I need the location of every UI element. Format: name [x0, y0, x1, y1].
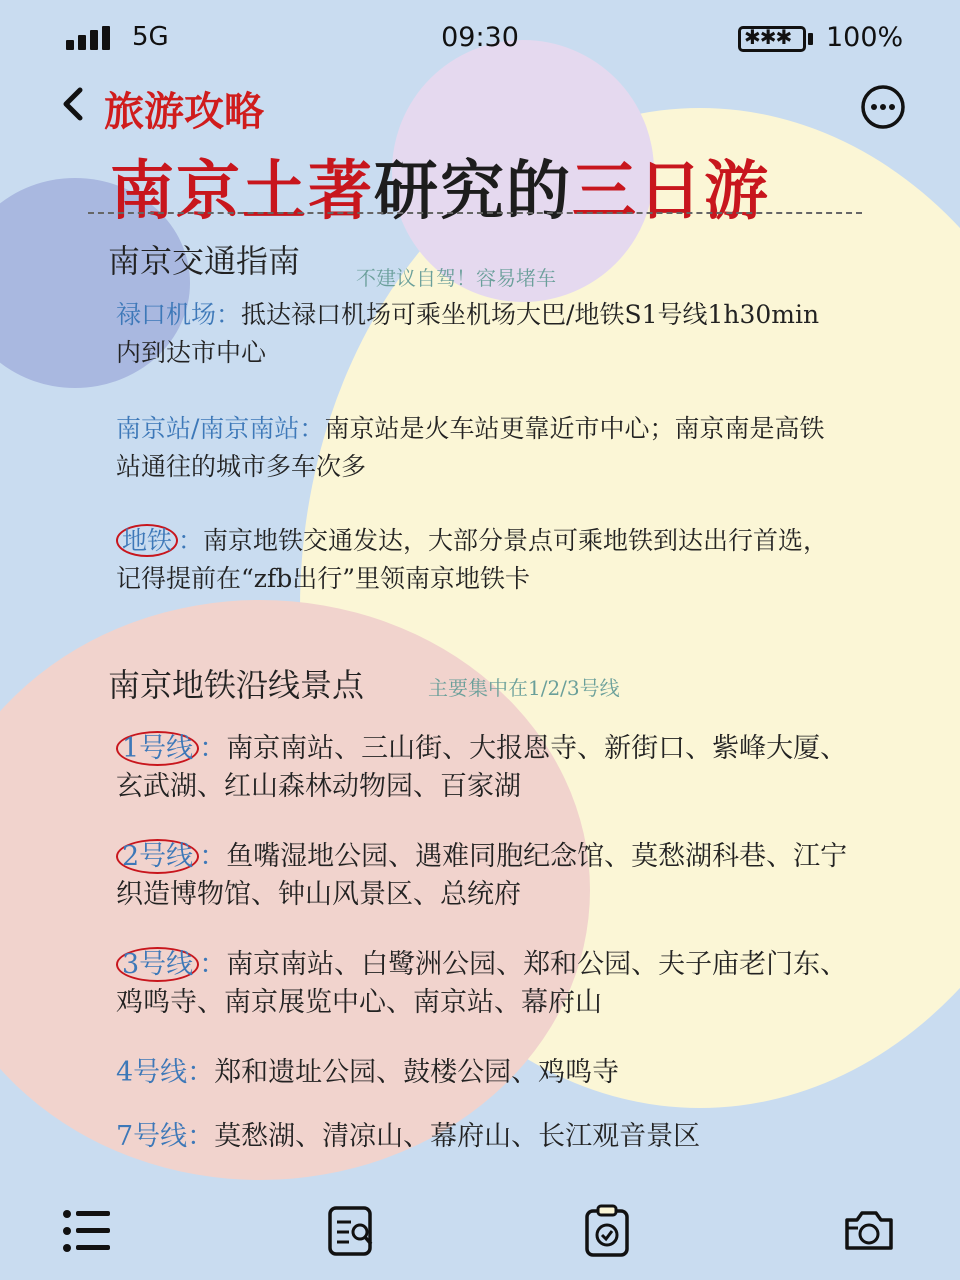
chevron-left-icon[interactable] [56, 84, 96, 124]
transport-item-label: 禄口机场： [116, 300, 242, 329]
status-bar [0, 0, 960, 80]
search-document-icon[interactable] [325, 1204, 379, 1258]
metro-section-title: 南京地铁沿线景点 [108, 666, 365, 704]
headline-part-3: 三日游 [572, 154, 770, 229]
metro-line-stations: 郑和遗址公园、鼓楼公园、鸡鸣寺 [214, 1057, 620, 1088]
metro-line-7 [116, 1118, 856, 1156]
transport-section-title: 南京交通指南 [108, 242, 301, 280]
metro-line-stations: 南京南站、白鹭洲公园、郑和公园、夫子庙老门东、鸡鸣寺、南京展览中心、南京站、幕府山 [116, 949, 848, 1018]
transport-item-label: 地铁 [116, 524, 178, 557]
network-type: 5G [132, 22, 169, 52]
metro-line-4 [116, 1054, 856, 1092]
transport-item-metro: 地铁 ：南京地铁交通发达，大部分景点可乘地铁到达出行首选，记得提前在“zfb出行”里领南京地铁卡 [116, 526, 829, 593]
metro-line-2: 2号线 ：鱼嘴湿地公园、遇难同胞纪念馆、莫愁湖科巷、江宁织造博物馆、钟山风景区、总统府 [116, 841, 848, 910]
metro-note: 主要集中在1/2/3号线 [428, 676, 620, 700]
battery-cap [808, 33, 813, 45]
metro-line-label: 3号线 [116, 947, 199, 982]
status-time: 09:30 [441, 22, 519, 53]
clipboard-check-icon[interactable] [580, 1204, 634, 1258]
metro-line-label: 1号线 [116, 731, 199, 766]
transport-note: 不建议自驾！容易堵车 [356, 266, 556, 290]
headline-divider [88, 212, 862, 214]
battery-level: ✱✱✱ [744, 25, 792, 49]
transport-item-text: 南京站是火车站更靠近市中心；南京南是高铁站通往的城市多车次多 [116, 414, 825, 481]
metro-line-stations: 莫愁湖、清凉山、幕府山、长江观音景区 [214, 1121, 701, 1152]
nav-title: 旅游攻略 [104, 89, 264, 135]
metro-line-label: 7号线： [116, 1121, 215, 1152]
metro-line-stations: 鱼嘴湿地公园、遇难同胞纪念馆、莫愁湖科巷、江宁织造博物馆、钟山风景区、总统府 [116, 841, 848, 910]
battery-icon [738, 26, 806, 52]
transport-item-station [116, 410, 836, 486]
page-headline [110, 140, 770, 232]
metro-line-label: 4号线： [116, 1057, 215, 1088]
list-icon[interactable] [60, 1204, 114, 1258]
more-circle-icon[interactable] [860, 84, 906, 130]
battery-percent: 100% [826, 22, 904, 53]
headline-part-1: 南京土著 [110, 154, 374, 229]
headline-part-2: 研究的 [374, 154, 572, 229]
camera-icon[interactable] [842, 1204, 896, 1258]
metro-line-1: 1号线 ：南京南站、三山街、大报恩寺、新街口、紫峰大厦、玄武湖、红山森林动物园、百家湖 [116, 733, 848, 802]
transport-item-label: 南京站/南京南站： [116, 414, 325, 443]
metro-line-3: 3号线 ：南京南站、白鹭洲公园、郑和公园、夫子庙老门东、鸡鸣寺、南京展览中心、南京站、幕府山 [116, 949, 848, 1018]
transport-item-text: 抵达禄口机场可乘坐机场大巴/地铁S1号线1h30min内到达市中心 [116, 300, 820, 367]
metro-line-stations: 南京南站、三山街、大报恩寺、新街口、紫峰大厦、玄武湖、红山森林动物园、百家湖 [116, 733, 848, 802]
transport-item-text: 南京地铁交通发达，大部分景点可乘地铁到达出行首选，记得提前在“zfb出行”里领南京地铁卡 [116, 526, 829, 593]
bottom-toolbar [0, 1190, 960, 1280]
metro-line-label: 2号线 [116, 839, 199, 874]
transport-item-airport [116, 296, 836, 372]
